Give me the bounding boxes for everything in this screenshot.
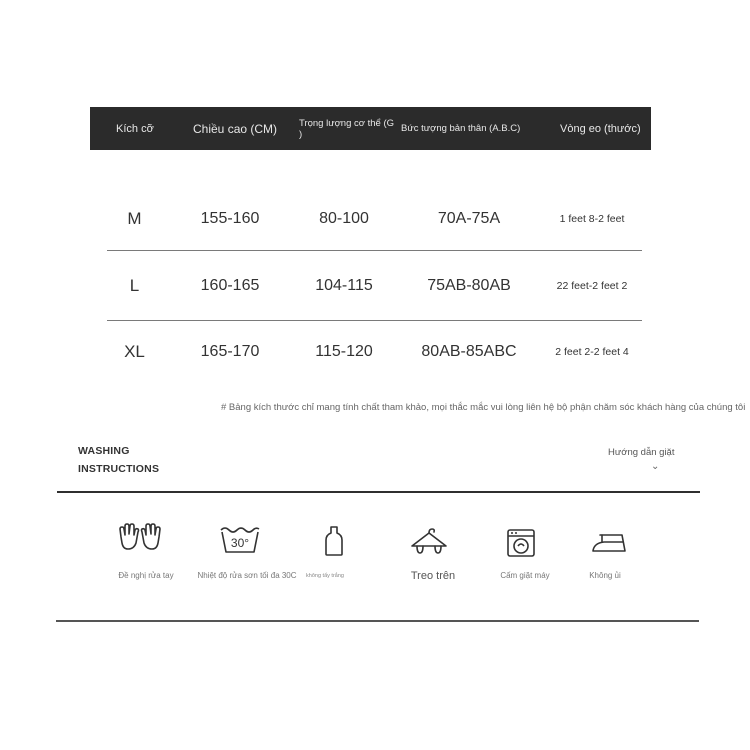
table-row (107, 186, 642, 252)
hand-wash-icon (117, 523, 163, 557)
header-bust: Bức tượng bản thân (A.B.C) (401, 123, 521, 134)
bleach-label: không tẩy trắng (306, 573, 344, 579)
machine-wash-label: Cấm giặt máy (500, 571, 550, 580)
washing-machine-icon (506, 528, 536, 558)
cell-size: XL (124, 342, 145, 361)
header-weight: Trọng lượng cơ thể (G ) (299, 117, 395, 140)
header-waist: Vòng eo (thước) (560, 122, 641, 135)
row-divider (107, 250, 642, 251)
cell-bust: 80AB-85ABC (421, 343, 517, 360)
iron-icon (590, 531, 628, 555)
section-divider (56, 620, 699, 622)
cell-waist: 2 feet 2-2 feet 4 (555, 346, 629, 358)
wash-30-label: Nhiệt độ rửa sơn tối đa 30C (197, 571, 297, 580)
cell-height: 160-165 (200, 277, 260, 294)
hand-wash-label: Đề nghị rửa tay (118, 571, 174, 580)
size-note: # Bảng kích thước chỉ mang tính chất tham khảo, mọi thắc mắc vui lòng liên hệ bộ phận chăm sóc khách hàng của chúng tôi (221, 402, 746, 413)
size-table-header (90, 107, 651, 150)
cell-weight: 115-120 (315, 343, 373, 360)
section-divider (57, 491, 700, 493)
cell-weight: 80-100 (319, 210, 369, 227)
wash-30-icon (220, 526, 260, 554)
cell-weight: 104-115 (315, 277, 373, 294)
svg-text:30°: 30° (230, 536, 250, 550)
hanger-label: Treo trên (410, 570, 456, 582)
table-row (107, 319, 642, 385)
washing-guide-label: Hướng dẫn giặt (608, 447, 675, 458)
table-row (107, 253, 642, 319)
hanger-icon (410, 527, 448, 555)
header-height: Chiều cao (CM) (193, 121, 278, 136)
cell-size: M (127, 209, 142, 228)
chevron-down-icon: ⌄ (651, 461, 660, 472)
cell-height: 155-160 (200, 210, 260, 227)
header-size: Kích cỡ (116, 122, 154, 135)
washing-title: WASHING INSTRUCTIONS (78, 445, 160, 475)
cell-height: 165-170 (200, 343, 260, 360)
cell-waist: 1 feet 8-2 feet (559, 213, 625, 225)
iron-label: Không ủi (589, 571, 621, 580)
cell-waist: 22 feet-2 feet 2 (556, 280, 628, 292)
cell-bust: 75AB-80AB (427, 277, 511, 294)
bleach-bottle-icon (324, 525, 344, 557)
cell-bust: 70A-75A (437, 210, 501, 227)
cell-size: L (129, 276, 140, 295)
